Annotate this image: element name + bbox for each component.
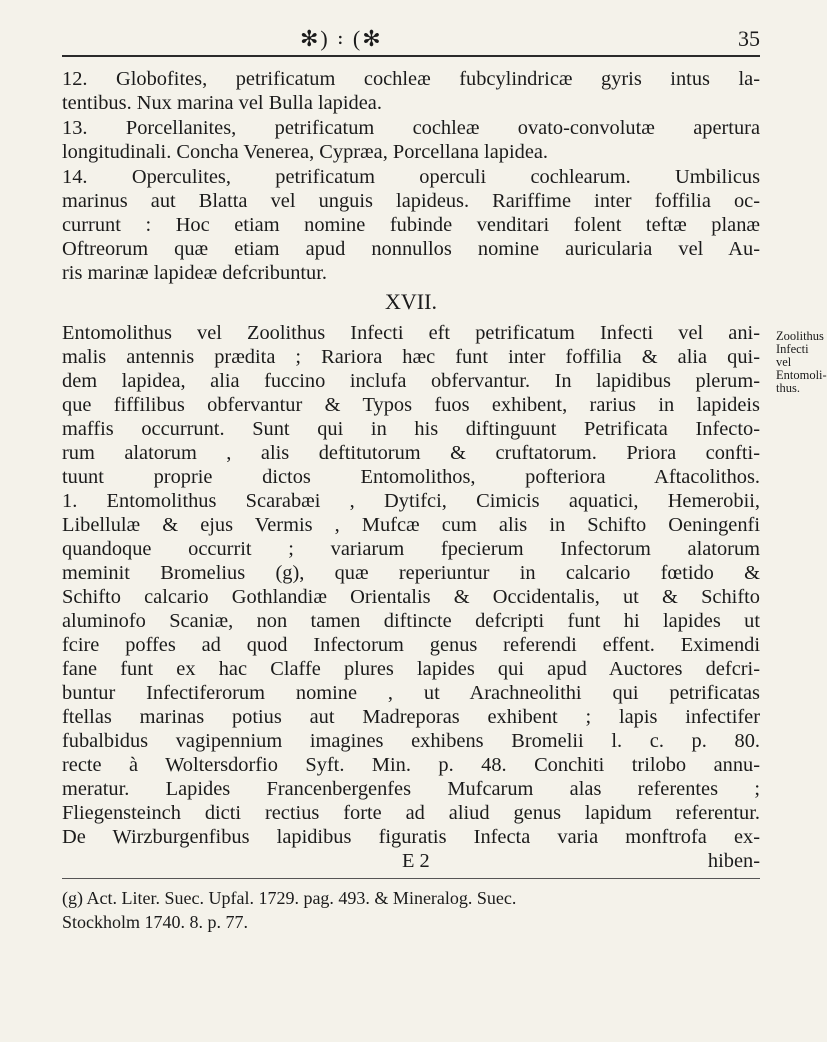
text-line: Oftreorum quæ etiam apud nonnullos nomine auricularia vel Au- <box>62 238 760 260</box>
margin-note-line: Entomoli- <box>776 368 827 382</box>
text-line: currunt : Hoc etiam nomine fubinde venditari folent teftæ planæ <box>62 214 760 236</box>
footnote-line: Stockholm 1740. 8. p. 77. <box>62 912 249 932</box>
text-line: Fliegensteinch dicti rectius forte ad aliud genus lapidum referentur. <box>62 802 760 824</box>
text-line: ftellas marinas potius aut Madreporas exhibent ; lapis infectifer <box>62 706 760 728</box>
text-line: Libellulæ & ejus Vermis , Mufcæ cum alis in Schifto Oeningenfi <box>62 514 760 536</box>
text-line: aluminofo Scaniæ, non tamen diftincte defcripti funt hi lapides ut <box>62 610 760 632</box>
margin-note-line: Infecti vel <box>776 342 809 369</box>
margin-note-line: Zoolithus <box>776 329 824 343</box>
text-line: 13. Porcellanites, petrificatum cochleæ ovato-convolutæ apertura <box>62 117 760 139</box>
text-line: longitudinali. Concha Venerea, Cypræa, Porcellana lapidea. <box>62 141 549 163</box>
text-line: tentibus. Nux marina vel Bulla lapidea. <box>62 92 382 114</box>
signature-mark: E 2 <box>402 850 430 872</box>
page-number: 35 <box>738 26 760 51</box>
running-head <box>60 26 760 56</box>
header-rule <box>62 55 760 57</box>
text-line: tuunt proprie dictos Entomolithos, pofteriora Aftacolithos. <box>62 466 760 488</box>
text-line: ris marinæ lapideæ defcribuntur. <box>62 262 328 284</box>
text-line: rum alatorum , alis deftitutorum & cruftatorum. Priora confti- <box>62 442 760 464</box>
section-heading: XVII. <box>385 289 437 314</box>
text-line: maffis occurrunt. Sunt qui in his diftinguunt Petrificata Infecto- <box>62 418 760 440</box>
text-line: buntur Infectiferorum nomine , ut Arachneolithi qui petrificatas <box>62 682 760 704</box>
text-line: malis antennis prædita ; Rariora hæc funt inter foffilia & alia qui- <box>62 346 760 368</box>
text-line: fcire poffes ad quod Infectorum genus referendi effent. Eximendi <box>62 634 760 656</box>
catchword-line <box>62 849 760 873</box>
text-line: marinus aut Blatta vel unguis lapideus. Rariffime inter foffilia oc- <box>62 190 760 212</box>
text-line: Entomolithus vel Zoolithus Infecti eft petrificatum Infecti vel ani- <box>62 322 760 344</box>
text-line: meratur. Lapides Francenbergenfes Mufcarum alas referentes ; <box>62 778 760 800</box>
header-ornament: ✻) ꞉ (✻ <box>300 26 383 51</box>
text-line: que fiffilibus obfervantur & Typos fuos exhibent, rarius in lapideis <box>62 394 760 416</box>
text-line: fane funt ex hac Claffe plures lapides qui apud Auctores defcri- <box>62 658 760 680</box>
catchword: hiben- <box>707 850 760 872</box>
margin-note <box>776 329 827 395</box>
footnote-line: (g) Act. Liter. Suec. Upfal. 1729. pag. 493. & Mineralog. Suec. <box>62 888 517 908</box>
text-line: 1. Entomolithus Scarabæi , Dytifci, Cimicis aquatici, Hemerobii, <box>62 490 760 512</box>
text-line: 14. Operculites, petrificatum operculi cochlearum. Umbilicus <box>62 166 760 188</box>
margin-note-line: thus. <box>776 381 800 395</box>
text-line: De Wirzburgenfibus lapidibus figuratis Infecta varia monftrofa ex- <box>62 826 760 848</box>
text-line: recte à Woltersdorfio Syft. Min. p. 48. Conchiti trilobo annu- <box>62 754 760 776</box>
text-line: meminit Bromelius (g), quæ reperiuntur in calcario fœtido & <box>62 562 760 584</box>
text-line: fubalbidus vagipennium imagines exhibens Bromelii l. c. p. 80. <box>62 730 760 752</box>
footnote-rule <box>62 878 760 879</box>
text-line: 12. Globofites, petrificatum cochleæ fubcylindricæ gyris intus la- <box>62 68 760 90</box>
text-line: quandoque occurrit ; variarum fpecierum Infectorum alatorum <box>62 538 760 560</box>
text-line: dem lapidea, alia fuccino inclufa obfervantur. In lapidibus plerum- <box>62 370 760 392</box>
text-line: Schifto calcario Gothlandiæ Orientalis & Occidentalis, ut & Schifto <box>62 586 760 608</box>
